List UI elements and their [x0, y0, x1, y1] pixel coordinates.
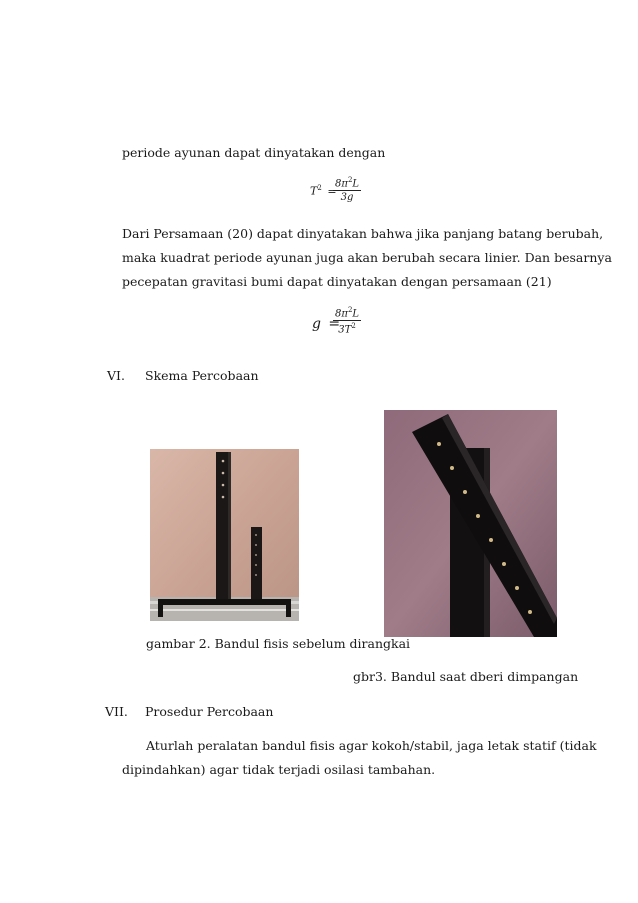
photo2-graphic: [384, 410, 557, 637]
section6-title: Skema Percobaan: [145, 368, 259, 383]
section6-number: VI.: [107, 368, 125, 383]
para1-line-3: pecepatan gravitasi bumi dapat dinyatakan dengan persamaan (21): [122, 274, 552, 289]
para1-line-1: Dari Persamaan (20) dapat dinyatakan bahwa jika panjang batang berubah,: [122, 226, 604, 241]
eq2-den: 3T: [338, 324, 352, 336]
eq2-op: =: [328, 316, 341, 332]
section7-title: Prosedur Percobaan: [145, 704, 274, 719]
para2-line-1: Aturlah peralatan bandul fisis agar kokoh/stabil, jaga letak statif (tidak: [146, 738, 597, 753]
eq1-num-sup: 2: [347, 176, 353, 184]
eq2-num: 8π: [335, 308, 348, 320]
eq2-num-tail: L: [352, 308, 360, 320]
eq1-den: 3g: [340, 192, 354, 204]
eq1-lhs-sup: 2: [317, 184, 322, 192]
eq1-num: 8π: [335, 178, 348, 190]
eq1-op: =: [327, 184, 337, 198]
eq2-lhs: g: [312, 316, 321, 332]
eq1-lhs: T: [310, 184, 318, 198]
caption-figure-2: gambar 2. Bandul fisis sebelum dirangkai: [146, 636, 411, 651]
photo-pendulum-before-assembly: [150, 449, 299, 621]
eq2-num-sup: 2: [347, 306, 353, 314]
photo1-graphic: [150, 449, 299, 621]
photo-pendulum-displaced: [384, 410, 557, 637]
para1-line-2: maka kuadrat periode ayunan juga akan berubah secara linier. Dan besarnya: [122, 250, 612, 265]
caption-figure-3: gbr3. Bandul saat dberi dimpangan: [353, 669, 579, 684]
section7-number: VII.: [105, 704, 128, 719]
intro-line: periode ayunan dapat dinyatakan dengan: [122, 145, 386, 160]
eq1-num-tail: L: [352, 178, 360, 190]
eq2-den-sup: 2: [351, 322, 356, 331]
para2-line-2: dipindahkan) agar tidak terjadi osilasi tambahan.: [122, 762, 436, 777]
